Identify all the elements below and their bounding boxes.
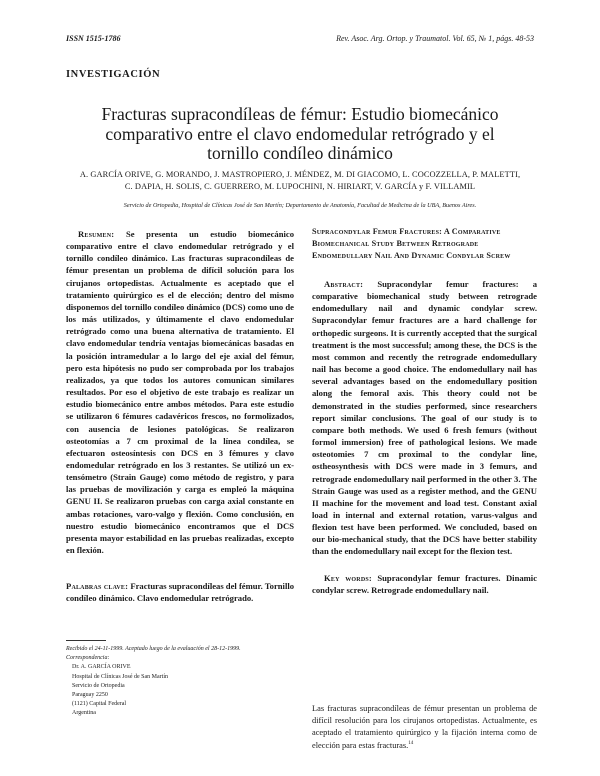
english-title: Supracondylar Femur Fractures: A Comparative Biomechanical Study Between Retrograde Endomedullary Nail And Dynamic Condylar Screw (312, 227, 511, 260)
body-text: Las fracturas supracondíleas de fémur presentan un problema de difícil resolución para los cirujanos ortopedistas. Actualmente, es aceptado el tratamiento quirúrgico y la fijación interna como de elección para estas fracturas. (312, 704, 537, 751)
abstract-en-text: Supracondylar femur fractures: a comparative biomechanical study between retrograde endomedullary nail and dynamic condylar screw. Supracondylar femur fractures are a hard challenge for orthopedic surgeons. It is currently accepted that the surgical treatment is the most successful; among these, the DCS is the most common and recently the retrograde endomedullary nail has become a good choice. The endomedullary nail has several advantages based on the endomedullary position along the femoral axis. This theory could not be demonstrated in the studies performed, since researchers report similar conclusions. The goal of our study is to compare both methods. We used 6 fresh femurs (without formol immersion) free of pathological lesions. We made osteotomies 7 cm proximal to the condylar line, ostheosynthesis with DCS were made in 3 femurs, and retrograde endomedullary nail performed in the other 3. The Strain Gauge was used as a register method, and the GENU II machine for the movement and load test. Constant axial load in internal and external rotation, varus-valgus and flexion test have been performed. We concluded, based on our bio-mechanical study, that the DCS have better stability than the endomedullary nail except for the flexion test. (312, 279, 537, 557)
abstract-spanish (66, 228, 294, 556)
address-line: Hospital de Clínicas José de San Martín (72, 673, 168, 680)
affiliation: Servicio de Ortopedia, Hospital de Clínicas José de San Martín; Departamento de Anatomía, Facultad de Medicina de la UBA, Buenos Aires. (123, 202, 477, 209)
abstract-english-column (312, 226, 537, 596)
article-title (40, 105, 560, 164)
section-heading: INVESTIGACIÓN (66, 69, 161, 80)
citation-ref: 14 (408, 741, 414, 747)
footnote-divider (66, 640, 106, 641)
keywords-english (312, 572, 537, 596)
address-line: Argentina (72, 710, 96, 717)
address-line: (1121) Capital Federal (72, 701, 127, 708)
abstract-es-text: Se presenta un estudio biomecánico comparativo entre el clavo endomedular retrógrado y el tornillo condíleo dinámico. Las fracturas supracondíleas de fémur presentan un problema de difícil solución para los cirujanos ortopedistas. Actualmente es aceptado que el tratamiento quirúrgico es el de elección; dentro del mismo disponemos del tornillo condíleo dinámico (DCS) como uno de los más utilizados, y últimamente el clavo endomedular retrógrado como una buena alternativa de tratamiento. El clavo endomedular tendría ventajas biomecánicas basadas en la posición intramedular a lo largo del eje axial del fémur, pero esta hipótesis no pudo ser comprobada por los trabajos realizados, ya que todos los autores comunican similares resultados. Por eso el objetivo de este trabajo es realizar un estudio biomecánico entre ambos métodos. Para este estudio se utilizaron 6 fémures cadavéricos frescos, no formolizados, con ausencia de lesiones patológicas. Se realizaron osteotomías a 7 cm proximal de la línea condílea, se efectuaron osteosíntesis con DCS en 3 fémures y clavo endomedular retrógrado en los 3 restantes. Se utilizó un ex-tensómetro (Strain Gauge) como método de registro, y para las pruebas de movilización y carga es empleó la máquina GENU II. Se realizaron pruebas con carga axial constante en ambas rotaciones, varo-valgo y flexión. Como conclusión, en nuestro estudio biomecánico encontramos que el DCS presenta mayor estabilidad en las pruebas realizadas, excepto en flexión. (66, 229, 295, 556)
author-list (60, 169, 540, 193)
abstract-es-label: Resumen: (78, 229, 115, 239)
body-paragraph (312, 703, 537, 752)
received-note: Recibido el 24-11-1999. Aceptado luego de la evaluación el 28-12-1999. (66, 646, 241, 652)
keywords-es-text: Fracturas supracondíleas del fémur. Tornillo condíleo dinámico. Clavo endomedular retrógrado. (66, 581, 295, 603)
abstract-en-label: Abstract: (324, 279, 364, 289)
authors-line: A. GARCÍA ORIVE, G. MORANDO, J. MASTROPIERO, J. MÉNDEZ, M. DI GIACOMO, L. COCOZZELLA, P. MALETTI, (79, 170, 521, 179)
title-line: comparativo entre el clavo endomedular retrógrado y el (105, 123, 495, 144)
issn-header: ISSN 1515-1786 (66, 34, 121, 43)
journal-reference: Rev. Asoc. Arg. Ortop. y Traumatol. Vol. 65, № 1, págs. 48-53 (336, 34, 534, 43)
keywords-es-label: Palabras clave: (66, 581, 129, 591)
title-line: Fracturas supracondíleas de fémur: Estudio biomecánico (101, 104, 499, 124)
keywords-spanish (66, 580, 294, 604)
footnotes (66, 645, 306, 719)
title-line: tornillo condíleo dinámico (207, 143, 393, 163)
authors-line: C. DAPIA, H. SOLIS, C. GUERRERO, M. LUPOCHINI, N. HIRIART, V. GARCÍA y F. VILLAMIL (124, 182, 476, 191)
address-line: Dr. A. GARCÍA ORIVE (72, 664, 131, 671)
keywords-en-text: Supracondylar femur fractures. Dinamic condylar screw. Retrograde endomedullary nail. (312, 572, 538, 595)
address-line: Paraguay 2250 (72, 692, 108, 699)
address-line: Servicio de Ortopedia (72, 682, 125, 689)
correspondence-label: Correspondencia: (66, 655, 110, 662)
keywords-en-label: Key words: (324, 572, 372, 583)
